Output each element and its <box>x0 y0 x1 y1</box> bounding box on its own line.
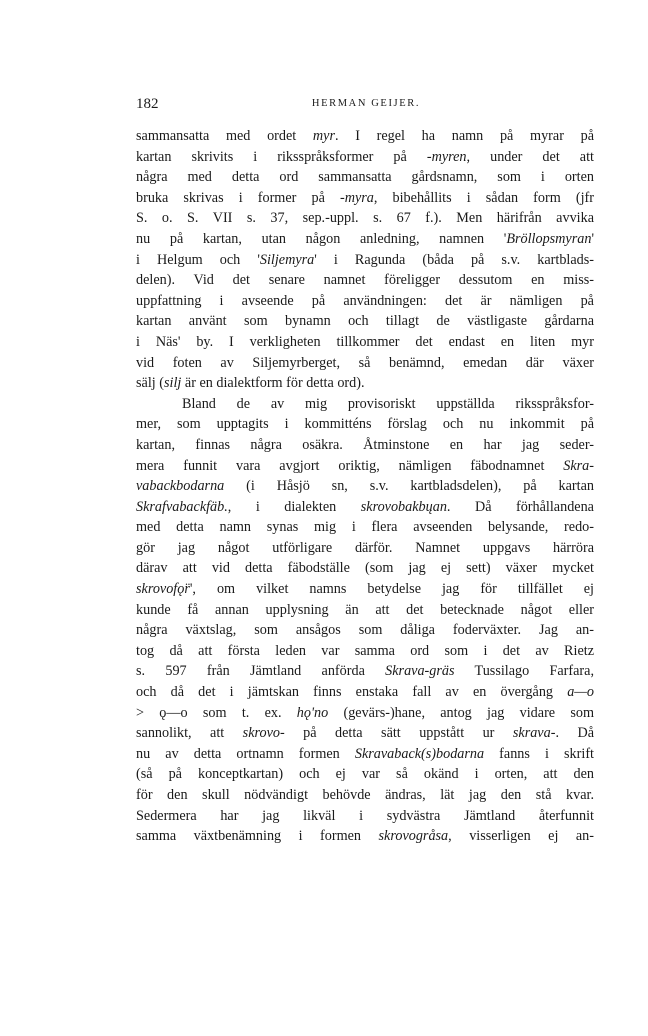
text-segment: S. o. S. VII s. 37, sep.-uppl. s. 67 f.). Men härifrån avvika <box>136 210 594 227</box>
text-segment: uppfattning i avseende på användningen: det är nämligen på <box>136 292 594 309</box>
italic-text-segment: Skra- <box>563 457 594 474</box>
text-segment: , visserligen ej an- <box>448 828 594 845</box>
text-line <box>136 538 594 559</box>
text-segment: med detta namn synas mig i flera avseenden belysande, redo- <box>136 519 594 536</box>
text-line <box>136 414 594 435</box>
page-header <box>136 96 596 116</box>
text-line <box>136 497 594 518</box>
text-line <box>136 641 594 662</box>
text-line <box>136 332 594 353</box>
text-segment: därav att vid detta fäbodställe (som jag ej sett) växer mycket <box>136 560 594 577</box>
text-segment: på detta sätt uppstått ur <box>284 725 513 742</box>
text-line <box>136 435 594 456</box>
text-line <box>136 126 594 147</box>
text-line <box>136 682 594 703</box>
italic-text-segment: Bröllopsmyran <box>506 230 592 247</box>
text-segment: . I regel ha namn på myrar på <box>335 128 594 144</box>
text-segment: Tussilago Farfara, <box>454 663 594 680</box>
text-line <box>136 744 594 765</box>
text-segment: Bland de av mig provisoriskt uppställda riksspråksfor- <box>182 395 594 412</box>
text-segment: gör jag något utförligare därför. Namnet uppgavs härröra <box>136 539 594 556</box>
text-segment: ', om vilket namns betydelse jag för tillfället ej <box>189 581 594 598</box>
text-segment: ' i Ragunda (båda på s.v. kartblads- <box>314 251 594 268</box>
text-segment: i Näs' by. I verkligheten tillkommer det endast en liten myr <box>136 333 594 350</box>
text-line <box>136 600 594 621</box>
italic-text-segment: skrovo- <box>242 725 285 742</box>
text-segment: , under det att <box>466 148 594 165</box>
text-line <box>136 456 594 477</box>
text-segment: tog då att första leden var samma ord som i det av Rietz <box>136 642 594 659</box>
page-number: 182 <box>136 96 159 112</box>
body-text <box>136 126 594 847</box>
text-segment: i Helgum och ' <box>136 251 260 268</box>
text-segment: ' <box>591 230 594 247</box>
text-line <box>136 785 594 806</box>
text-segment: > ǫ—o som t. ex. <box>136 704 297 721</box>
text-segment: , i dialekten <box>227 498 361 515</box>
italic-text-segment: Skrafvabackfäb. <box>136 498 228 515</box>
text-line <box>136 703 594 724</box>
text-line <box>136 806 594 827</box>
text-segment: nu av detta ortnamn formen <box>136 745 355 762</box>
text-line <box>136 250 594 271</box>
text-segment: , bibehållits i sådan form (jfr <box>373 189 594 206</box>
text-segment: och då det i jämtskan finns enstaka fall av en övergång <box>136 684 568 701</box>
text-line <box>136 291 594 312</box>
text-line <box>136 353 594 374</box>
italic-text-segment: -myra <box>339 189 374 206</box>
italic-text-segment: skrovogråsa <box>378 828 449 845</box>
text-line <box>136 517 594 538</box>
text-segment: s. 597 från Jämtland anförda <box>136 663 386 680</box>
text-segment: delen). Vid det senare namnet föreligger dessutom en miss- <box>136 272 594 289</box>
text-segment: är en dialektform för detta ord). <box>181 375 365 392</box>
italic-text-segment: skrava- <box>512 725 556 742</box>
text-line <box>136 723 594 744</box>
text-segment: bruka skrivas i former på <box>136 189 340 206</box>
text-line <box>136 229 594 250</box>
text-line <box>136 188 594 209</box>
text-segment: sammansatta med ordet <box>136 128 313 144</box>
text-segment: sälj ( <box>136 375 164 392</box>
text-line <box>136 620 594 641</box>
text-segment: fanns i skrift <box>484 745 594 762</box>
italic-text-segment: skrovobakbųan <box>360 498 447 515</box>
text-line <box>136 147 594 168</box>
italic-text-segment: Skravaback(s)bodarna <box>354 745 485 762</box>
text-segment: samma växtbenämning i formen <box>136 828 379 845</box>
text-line <box>136 661 594 682</box>
text-line <box>136 373 594 394</box>
text-segment: nu på kartan, utan någon anledning, namnen ' <box>136 230 507 247</box>
text-line <box>136 764 594 785</box>
text-segment: (gevärs-)hane, antog jag vidare som <box>328 704 595 721</box>
text-line <box>136 167 594 188</box>
text-line <box>136 394 594 415</box>
text-segment: . Då <box>555 725 594 742</box>
italic-text-segment: Skrava-gräs <box>385 663 455 680</box>
italic-text-segment: vabackbodarna <box>136 478 225 495</box>
text-line <box>136 270 594 291</box>
text-segment: mer, som upptagits i kommitténs förslag och nu inkommit på <box>136 416 594 433</box>
text-line <box>136 476 594 497</box>
text-segment: (i Håsjö sn, s.v. kartbladsdelen), på kartan <box>224 478 594 495</box>
text-segment: vid foten av Siljemyrberget, så benämnd, emedan där växer <box>136 354 594 371</box>
text-line <box>136 558 594 579</box>
italic-text-segment: hǫ'no <box>296 704 329 721</box>
text-segment: för den skull nödvändigt behövde ändras, lät jag den stå kvar. <box>136 787 594 803</box>
text-segment: kartan använt som bynamn och tillagt de västligaste gårdarna <box>136 313 594 330</box>
italic-text-segment: skrovofǫ̈r <box>136 581 190 598</box>
italic-text-segment: silj <box>163 375 182 392</box>
text-segment: kartan skrivits i riksspråksformer på <box>136 148 427 165</box>
text-segment: Sedermera har jag likväl i sydvästra Jämtland återfunnit <box>136 807 594 824</box>
text-segment: några växtslag, som ansågos som dåliga foderväxter. Jag an- <box>136 622 594 639</box>
text-segment: sannolikt, att <box>136 725 243 742</box>
text-line <box>136 311 594 332</box>
running-title: HERMAN GEIJER. <box>311 98 421 109</box>
italic-text-segment: -myren <box>426 148 467 165</box>
text-line <box>136 579 594 600</box>
text-line <box>136 826 594 847</box>
text-segment: mera funnit vara avgjort oriktig, nämligen fäbodnamnet <box>136 457 564 474</box>
text-segment: kunde få annan upplysning än att det betecknade något eller <box>136 601 594 618</box>
text-segment: kartan, finnas några osäkra. Åtminstone en har jag seder- <box>136 436 594 453</box>
italic-text-segment: a—o <box>567 684 594 701</box>
text-line <box>136 208 594 229</box>
italic-text-segment: myr <box>312 128 335 144</box>
text-segment: (så på konceptkartan) och ej var så okänd i orten, att den <box>136 766 594 783</box>
text-segment: några med detta ord sammansatta gårdsnamn, som i orten <box>136 169 594 186</box>
italic-text-segment: Siljemyra <box>259 251 315 268</box>
text-segment: . Då förhållandena <box>446 498 594 515</box>
